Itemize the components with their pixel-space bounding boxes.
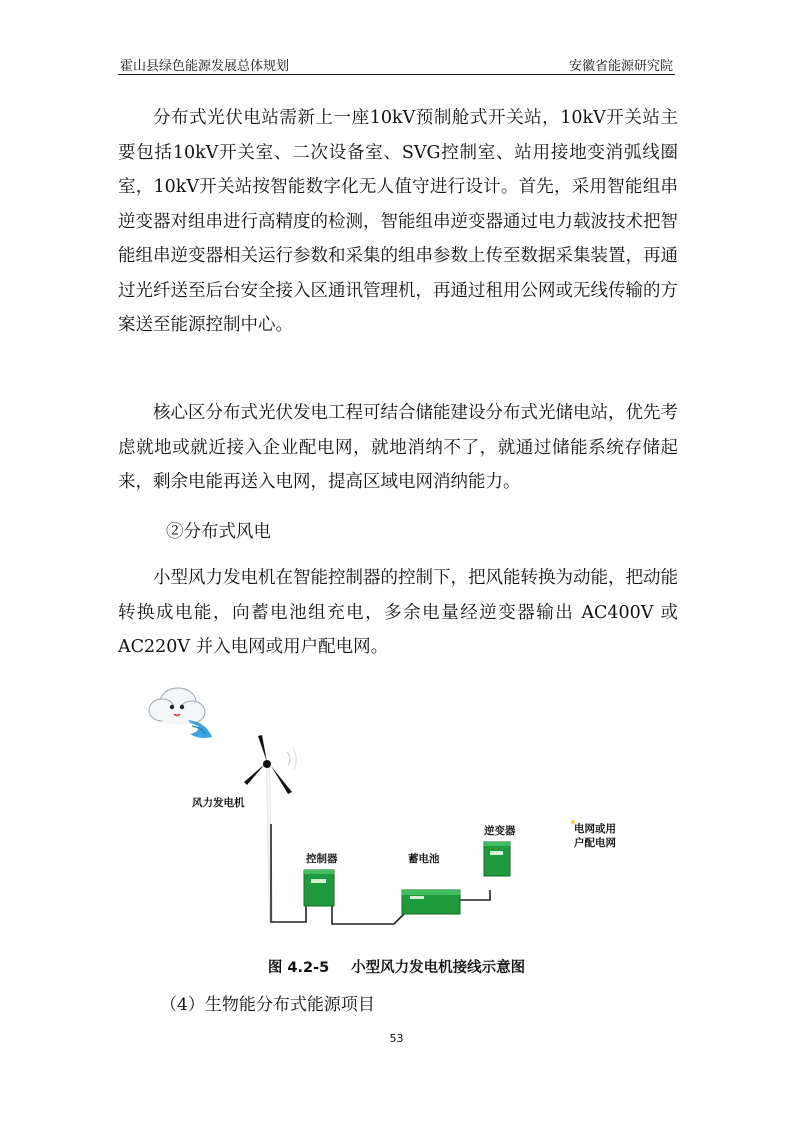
- figure-title: 小型风力发电机接线示意图: [351, 960, 526, 976]
- page-header: [118, 52, 675, 75]
- label-grid-line2: 户配电网: [574, 837, 616, 849]
- header-organization: 安徽省能源研究院: [568, 59, 673, 74]
- paragraph-switch-station: 分布式光伏电站需新上一座10kV预制舱式开关站，10kV开关站主要包括10kV开关室、二次设备室、SVG控制室、站用接地变消弧线圈室，10kV开关站按智能数字化无人值守进行设计。首先，采用智能组串逆变器对组串进行高精度的检测，智能组串逆变器通过电力载波技术把智能组串逆变器相关运行参数和采集的组串参数上传至数据采集装置，再通过光纤送至后台安全接入区通讯管理机，再通过租用公网或无线传输的方案送至能源控制中心。: [118, 108, 678, 335]
- battery-box-icon: [402, 890, 460, 914]
- wind-turbine-icon: [244, 735, 296, 922]
- page-number: 53: [389, 1032, 404, 1045]
- label-grid-line1: 电网或用: [574, 823, 616, 835]
- header-document-title: 霍山县绿色能源发展总体规划: [120, 59, 290, 74]
- label-battery: 蓄电池: [408, 853, 440, 865]
- label-inverter: 逆变器: [484, 825, 516, 837]
- figure-number: 图 4.2-5: [267, 960, 330, 976]
- section-heading-biomass: （4）生物能分布式能源项目: [160, 995, 375, 1015]
- paragraph-small-wind: 小型风力发电机在智能控制器的控制下，把风能转换为动能，把动能转换成电能，向蓄电池组充电，多余电量经逆变器输出 AC400V 或 AC220V 并入电网或用户配电网。: [118, 568, 678, 657]
- figure-caption: [0, 956, 793, 977]
- controller-box-icon: [304, 870, 334, 906]
- label-controller: 控制器: [306, 853, 338, 865]
- wind-wiring-diagram: [140, 682, 660, 932]
- subheading-distributed-wind: ②分布式风电: [166, 522, 271, 542]
- cloud-icon: [149, 688, 212, 738]
- label-turbine: 风力发电机: [192, 797, 245, 809]
- paragraph-pv-storage: 核心区分布式光伏发电工程可结合储能建设分布式光储电站，优先考虑就地或就近接入企业配电网，就地消纳不了，就通过储能系统存储起来，剩余电能再送入电网，提高区域电网消纳能力。: [118, 403, 678, 492]
- inverter-box-icon: [484, 842, 510, 876]
